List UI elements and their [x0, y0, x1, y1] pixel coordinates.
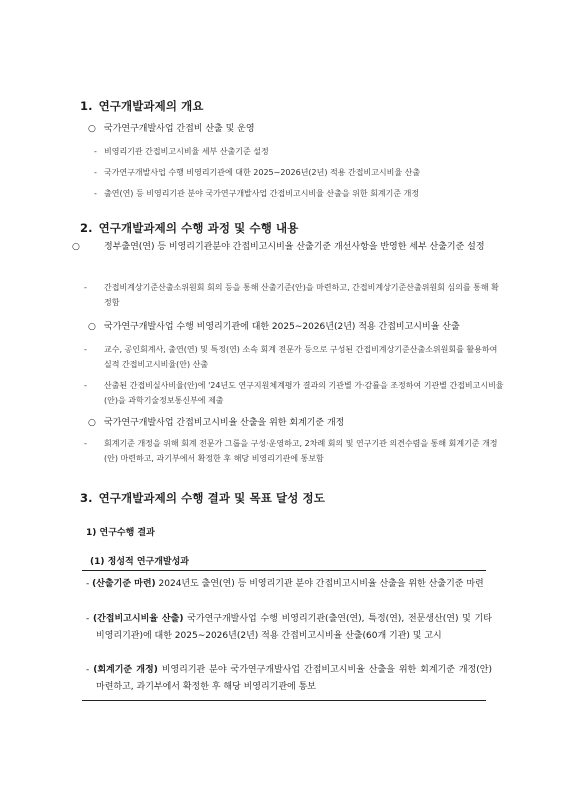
circle-bullet-icon: ○: [88, 418, 96, 428]
sub-subsection-heading: (1) 정성적 연구개발성과: [90, 557, 190, 567]
result-item-2: - (간접비고시비율 산출) 국가연구개발사업 수행 비영리기관(출연(연), 특정(연), 전문생산(연) 및 기타 비영리기관)에 대한 2025∼2026년(2년) 적용 간접비고시비율 산출(60개 기관) 및 고시: [86, 614, 492, 641]
s2-dash-2: - 교수, 공인회계사, 출연(연) 및 특정(연) 소속 회계 전문가 등으로 구성된 간접비계상기준산출소위원회를 활용하여 실적 간접비고시비율(안) 산출: [84, 345, 498, 369]
section-3-heading: 3. 연구개발과제의 수행 결과 및 목표 달성 정도: [80, 491, 325, 505]
s2-bullet-3: ○ 국가연구개발사업 간접비고시비율 산출을 위한 회계기준 개정: [88, 416, 344, 431]
circle-bullet-icon: ○: [88, 322, 96, 332]
s1-dash-3: - 출연(연) 등 비영리기관 분야 국가연구개발사업 간접비고시비율 산출을 위한 회계기준 개정: [94, 189, 420, 198]
s2-dash-4: - 회계기준 개정을 위해 회계 전문가 그룹을 구성·운영하고, 2차례 회의 및 연구기관 의견수렴을 통해 회계기준 개정(안) 마련하고, 과기부에서 확정한 후 해당 비영리기관에 통보함: [84, 439, 498, 463]
s2-bullet-2: ○ 국가연구개발사업 수행 비영리기관에 대한 2025∼2026년(2년) 적용 간접비고시비율 산출: [88, 320, 460, 335]
result-item-3: - (회계기준 개정) 비영리기관 분야 국가연구개발사업 간접비고시비율 산출을 위한 회계기준 개정(안) 마련하고, 과기부에서 확정한 후 해당 비영리기관에 통보: [86, 665, 492, 692]
s2-dash-3: - 산출된 간접비실사비율(안)에 '24년도 연구지원체계평가 결과의 기관별 가·감률을 조정하여 기관별 간접비고시비율(안)을 과학기술정보통신부에 제출: [84, 381, 504, 405]
subsection-heading: 1) 연구수행 결과: [86, 528, 155, 538]
circle-bullet-icon: ○: [72, 242, 80, 252]
result-item-1: - (산출기준 마련) 2024년도 출연(연) 등 비영리기관 분야 간접비고시비율 산출을 위한 산출기준 마련: [86, 579, 484, 589]
s1-dash-1: - 비영리기관 간접비고시비율 세부 산출기준 설정: [94, 147, 269, 156]
s1-bullet-1: ○ 국가연구개발사업 간접비 산출 및 운영: [88, 122, 255, 137]
section-2-heading: 2. 연구개발과제의 수행 과정 및 수행 내용: [80, 221, 299, 235]
result-box-top-rule: [82, 570, 486, 571]
circle-bullet-icon: ○: [88, 124, 96, 134]
section-1-heading: 1. 연구개발과제의 개요: [80, 99, 204, 113]
s1-dash-2: - 국가연구개발사업 수행 비영리기관에 대한 2025∼2026년(2년) 적용 간접비고시비율 산출: [94, 168, 421, 177]
s2-bullet-1: ○ 정부출연(연) 등 비영리기관분야 간접비고시비율 산출기준 개선사항을 반영한 세부 산출기준 설정: [88, 240, 514, 255]
result-box-bottom-rule: [82, 700, 486, 701]
s2-dash-1: - 간접비계상기준산출소위원회 회의 등을 통해 산출기준(안)을 마련하고, 간접비계상기준산출위원회 심의를 통해 확정함: [84, 283, 499, 307]
